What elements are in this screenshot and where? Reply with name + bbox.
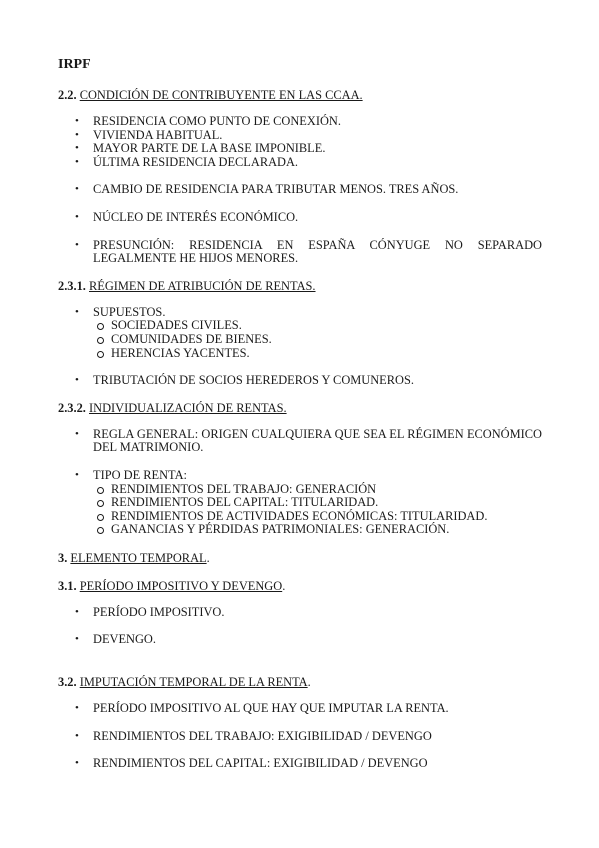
section-title: PERÍODO IMPOSITIVO Y DEVENGO	[79, 578, 283, 593]
section-title: RÉGIMEN DE ATRIBUCIÓN DE RENTAS.	[89, 278, 316, 293]
list-item: • ÚLTIMA RESIDENCIA DECLARADA.	[58, 156, 542, 170]
list-item: • PRESUNCIÓN: RESIDENCIA EN ESPAÑA CÓNYUGE NO SEPARADO LEGALMENTE HE HIJOS MENORES.	[58, 239, 542, 266]
sub-list-item: RENDIMIENTOS DEL TRABAJO: GENERACIÓN	[93, 483, 542, 497]
sub-list	[93, 483, 542, 537]
list-item	[58, 469, 542, 537]
list-item-label: TIPO DE RENTA:	[93, 467, 187, 482]
sub-list-item: COMUNIDADES DE BIENES.	[93, 333, 542, 347]
section-2-2-heading	[58, 88, 542, 102]
section-title: ELEMENTO TEMPORAL	[70, 550, 207, 565]
list-item: • CAMBIO DE RESIDENCIA PARA TRIBUTAR MENOS. TRES AÑOS.	[58, 183, 542, 197]
section-title: CONDICIÓN DE CONTRIBUYENTE EN LAS CCAA.	[79, 88, 363, 102]
list-item: • RENDIMIENTOS DEL CAPITAL: EXIGIBILIDAD / DEVENGO	[58, 757, 542, 771]
list-item: • DEVENGO.	[58, 633, 542, 647]
section-title-tail: .	[206, 550, 210, 565]
list-item: • NÚCLEO DE INTERÉS ECONÓMICO.	[58, 211, 542, 225]
list-item: • MAYOR PARTE DE LA BASE IMPONIBLE.	[58, 142, 542, 156]
section-number: 3.	[58, 550, 68, 565]
section-title-tail: .	[307, 675, 311, 690]
list-item-label: SUPUESTOS.	[93, 304, 166, 319]
section-3-2-heading	[58, 675, 542, 689]
sub-list-item: RENDIMIENTOS DE ACTIVIDADES ECONÓMICAS: TITULARIDAD.	[93, 510, 542, 524]
sub-list-item: GANANCIAS Y PÉRDIDAS PATRIMONIALES: GENERACIÓN.	[93, 523, 542, 537]
list-item: • PERÍODO IMPOSITIVO AL QUE HAY QUE IMPUTAR LA RENTA.	[58, 702, 542, 716]
list-item: • RESIDENCIA COMO PUNTO DE CONEXIÓN.	[58, 115, 542, 129]
list-item: • TRIBUTACIÓN DE SOCIOS HEREDEROS Y COMUNEROS.	[58, 374, 542, 388]
section-2-3-2-heading	[58, 401, 542, 415]
bullet-list	[58, 702, 542, 771]
list-item: • REGLA GENERAL: ORIGEN CUALQUIERA QUE SEA EL RÉGIMEN ECONÓMICO DEL MATRIMONIO.	[58, 428, 542, 455]
section-number: 2.3.2.	[58, 400, 86, 415]
list-item	[58, 306, 542, 360]
section-number: 2.3.1.	[58, 278, 86, 293]
sub-list-item: RENDIMIENTOS DEL CAPITAL: TITULARIDAD.	[93, 496, 542, 510]
section-title: IMPUTACIÓN TEMPORAL DE LA RENTA	[79, 675, 308, 690]
sub-list-item: SOCIEDADES CIVILES.	[93, 319, 542, 333]
bullet-list	[58, 606, 542, 647]
section-title-tail: .	[282, 578, 286, 593]
bullet-list	[58, 115, 542, 266]
list-item: • PERÍODO IMPOSITIVO.	[58, 606, 542, 620]
section-number: 3.2.	[58, 675, 77, 690]
list-item: • RENDIMIENTOS DEL TRABAJO: EXIGIBILIDAD / DEVENGO	[58, 730, 542, 744]
section-number: 3.1.	[58, 578, 77, 593]
sub-list	[93, 319, 542, 360]
section-2-3-1-heading	[58, 279, 542, 293]
section-3-heading	[58, 551, 542, 565]
document-title: IRPF	[58, 57, 91, 72]
list-item: • VIVIENDA HABITUAL.	[58, 129, 542, 143]
bullet-list	[58, 306, 542, 388]
section-title: INDIVIDUALIZACIÓN DE RENTAS.	[89, 400, 287, 415]
bullet-list	[58, 428, 542, 537]
sub-list-item: HERENCIAS YACENTES.	[93, 347, 542, 361]
section-3-1-heading	[58, 579, 542, 593]
section-number: 2.2.	[58, 88, 77, 102]
